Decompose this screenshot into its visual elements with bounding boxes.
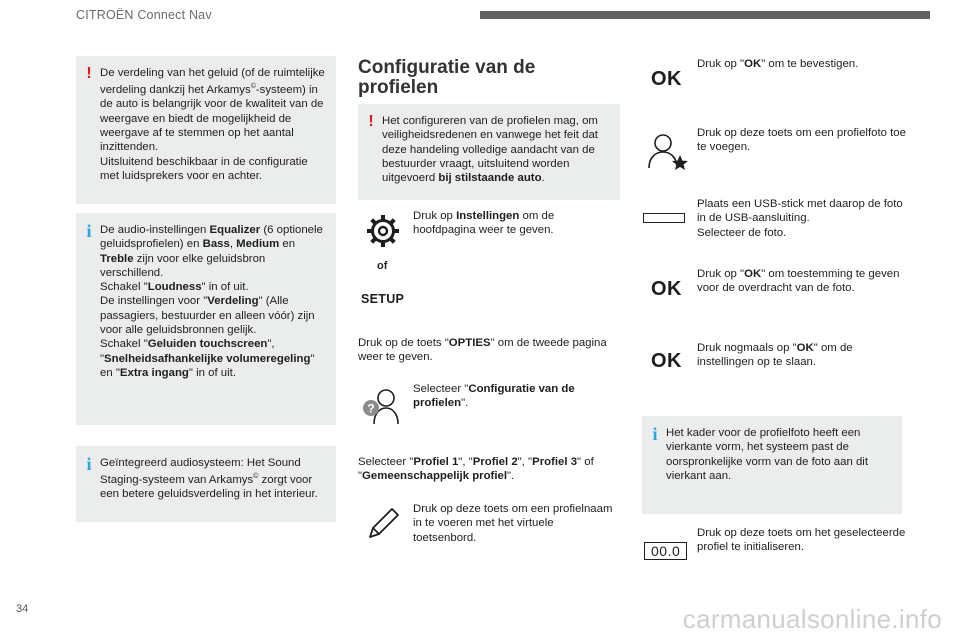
warning-box-stationary xyxy=(358,104,620,200)
warning-box-sound-distribution xyxy=(76,56,336,204)
page-header-title: CITROËN Connect Nav xyxy=(76,8,212,22)
watermark: carmanualsonline.info xyxy=(682,604,942,634)
info-text: Het kader voor de profielfoto heeft een vierkante vorm, het systeem past de oorspronkelijke vorm van de foto aan dit vierkant aan. xyxy=(666,427,868,482)
step-text-options: Druk op de toets "OPTIES" om de tweede pagina weer te geven. xyxy=(358,337,607,364)
step-text-select-config: Selecteer "Configuratie van de profielen". xyxy=(413,383,575,410)
setup-button[interactable]: SETUP xyxy=(361,292,405,306)
step-text-reset: Druk op deze toets om het geselecteerde profiel te initialiseren. xyxy=(697,527,906,554)
add-profile-photo-icon[interactable] xyxy=(646,132,690,172)
settings-gear-icon[interactable] xyxy=(366,214,400,248)
warning-text: De verdeling van het geluid (of de ruimtelijke verdeling dankzij het Arkamys©-systeem) in de auto is belangrijk voor de kwaliteit van de weergave en biedt de mogelijkheid de weergave af te stemmen op het aantal inzittenden. Uitsluitend beschikbaar in de configuratie met luidsprekers voor en achter. xyxy=(100,67,325,182)
or-label: of xyxy=(377,260,388,272)
ok-button[interactable]: OK xyxy=(651,68,682,90)
step-text-profile-name: Druk op deze toets om een profielnaam in te voeren met het virtuele toetsenbord. xyxy=(413,503,613,544)
header-bar xyxy=(480,11,930,19)
info-icon: i xyxy=(86,454,92,474)
step-text-save: Druk nogmaals op "OK" om de instellingen op te slaan. xyxy=(697,342,853,369)
step-text-select-profile: Selecteer "Profiel 1", "Profiel 2", "Profiel 3" of "Gemeenschappelijk profiel". xyxy=(358,456,594,483)
ok-button[interactable]: OK xyxy=(651,278,682,300)
warning-text: Het configureren van de profielen mag, om veiligheidsredenen en vanwege het feit dat deze handeling volledige aandacht van de bestuurder vraagt, uitsluitend worden uitgevoerd bij stilstaande auto. xyxy=(382,115,598,185)
step-text-usb: Plaats een USB-stick met daarop de foto in de USB-aansluiting. Selecteer de foto. xyxy=(697,198,903,239)
profile-question-icon[interactable] xyxy=(362,386,406,428)
info-icon: i xyxy=(86,221,92,241)
page-number: 34 xyxy=(16,603,29,615)
step-text-settings: Druk op Instellingen om de hoofdpagina weer te geven. xyxy=(413,210,555,237)
info-text: De audio-instellingen Equalizer (6 optionele geluidsprofielen) en Bass, Medium en Treble zijn voor elke geluidsbron verschillend. Schakel "Loudness" in of uit. De instellingen voor "Verdeling" (Alle passagiers, bestuurder en alleen vóór) zijn voor alle geluidsbronnen gelijk. Schakel "Geluiden touchscreen", "Snelheidsafhankelijke volumeregeling" en "Extra ingang" in of uit. xyxy=(100,224,323,379)
info-box-arkamys xyxy=(76,446,336,522)
usb-port-icon xyxy=(643,213,685,223)
warning-icon: ! xyxy=(86,65,92,82)
ok-button[interactable]: OK xyxy=(651,350,682,372)
step-text-add-photo: Druk op deze toets om een profielfoto toe te voegen. xyxy=(697,127,906,154)
svg-text:?: ? xyxy=(367,401,375,416)
info-box-photo-frame xyxy=(642,416,902,514)
pencil-edit-icon[interactable] xyxy=(367,506,401,540)
section-title: Configuratie van de profielen xyxy=(358,57,536,98)
info-text: Geïntegreerd audiosysteem: Het Sound Staging-systeem van Arkamys© zorgt voor een betere geluidsverdeling in het interieur. xyxy=(100,457,318,501)
step-text-allow-transfer: Druk op "OK" om toestemming te geven voor de overdracht van de foto. xyxy=(697,268,900,295)
reset-profile-button[interactable]: 00.0 xyxy=(644,542,687,560)
warning-icon: ! xyxy=(368,113,374,130)
info-box-audio-settings xyxy=(76,213,336,425)
info-icon: i xyxy=(652,424,658,444)
step-text-confirm: Druk op "OK" om te bevestigen. xyxy=(697,58,859,70)
